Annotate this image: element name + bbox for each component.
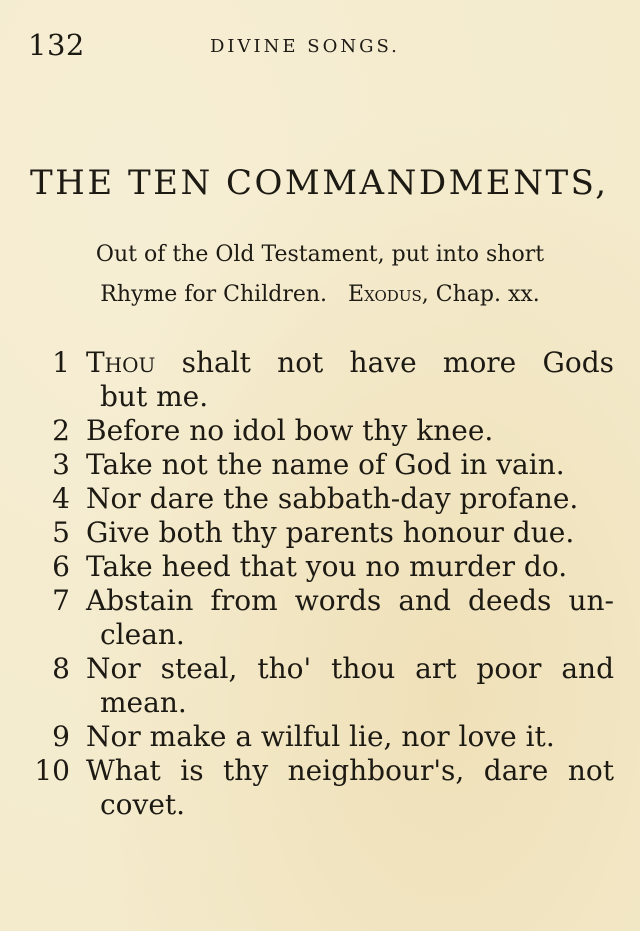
item-text: Take not the name of God in vain. — [86, 448, 565, 481]
list-item — [0, 652, 640, 720]
running-head — [28, 28, 612, 64]
page-title: THE TEN COMMANDMENTS, — [30, 163, 609, 203]
item-number: 5 — [52, 516, 70, 549]
list-item — [0, 550, 640, 584]
subtitle-line-2 — [30, 282, 610, 307]
item-text: Before no idol bow thy knee. — [86, 414, 494, 447]
list-item — [0, 516, 640, 550]
list-item — [0, 584, 640, 652]
commandments-list — [0, 346, 640, 822]
item-text-rest: shalt not have more Gods — [181, 346, 615, 379]
list-item — [0, 754, 640, 822]
item-text: Abstain from words and deeds un- — [86, 584, 614, 617]
item-text: Nor steal, tho' thou art poor and — [86, 652, 614, 685]
subtitle-chapter: Chap. xx. — [435, 282, 540, 307]
item-continuation: but me. — [100, 380, 209, 413]
item-number: 10 — [34, 754, 70, 787]
running-title: DIVINE SONGS. — [210, 36, 400, 57]
item-number: 9 — [52, 720, 70, 753]
item-number: 4 — [52, 482, 70, 515]
list-item — [0, 720, 640, 754]
item-continuation: mean. — [100, 686, 187, 719]
item-text — [86, 346, 614, 380]
first-word: Thou — [86, 346, 156, 379]
item-number: 2 — [52, 414, 70, 447]
item-text: Nor make a wilful lie, nor love it. — [86, 720, 555, 753]
item-number: 7 — [52, 584, 70, 617]
item-continuation: covet. — [100, 788, 186, 821]
item-continuation: clean. — [100, 618, 185, 651]
subtitle-line-1: Out of the Old Testament, put into short — [95, 242, 545, 267]
item-text: What is thy neighbour's, dare not — [86, 754, 614, 787]
item-text: Give both thy parents honour due. — [86, 516, 575, 549]
item-number: 6 — [52, 550, 70, 583]
subtitle-text: Rhyme for Children. — [100, 282, 328, 307]
item-number: 1 — [52, 346, 70, 379]
item-text: Nor dare the sabbath-day profane. — [86, 482, 579, 515]
list-item — [0, 448, 640, 482]
page-number: 132 — [28, 28, 85, 62]
list-item — [0, 414, 640, 448]
subtitle-book: Exodus, — [348, 282, 429, 307]
item-number: 8 — [52, 652, 70, 685]
list-item — [0, 482, 640, 516]
item-text: Take heed that you no murder do. — [86, 550, 568, 583]
list-item — [0, 346, 640, 414]
item-number: 3 — [52, 448, 70, 481]
